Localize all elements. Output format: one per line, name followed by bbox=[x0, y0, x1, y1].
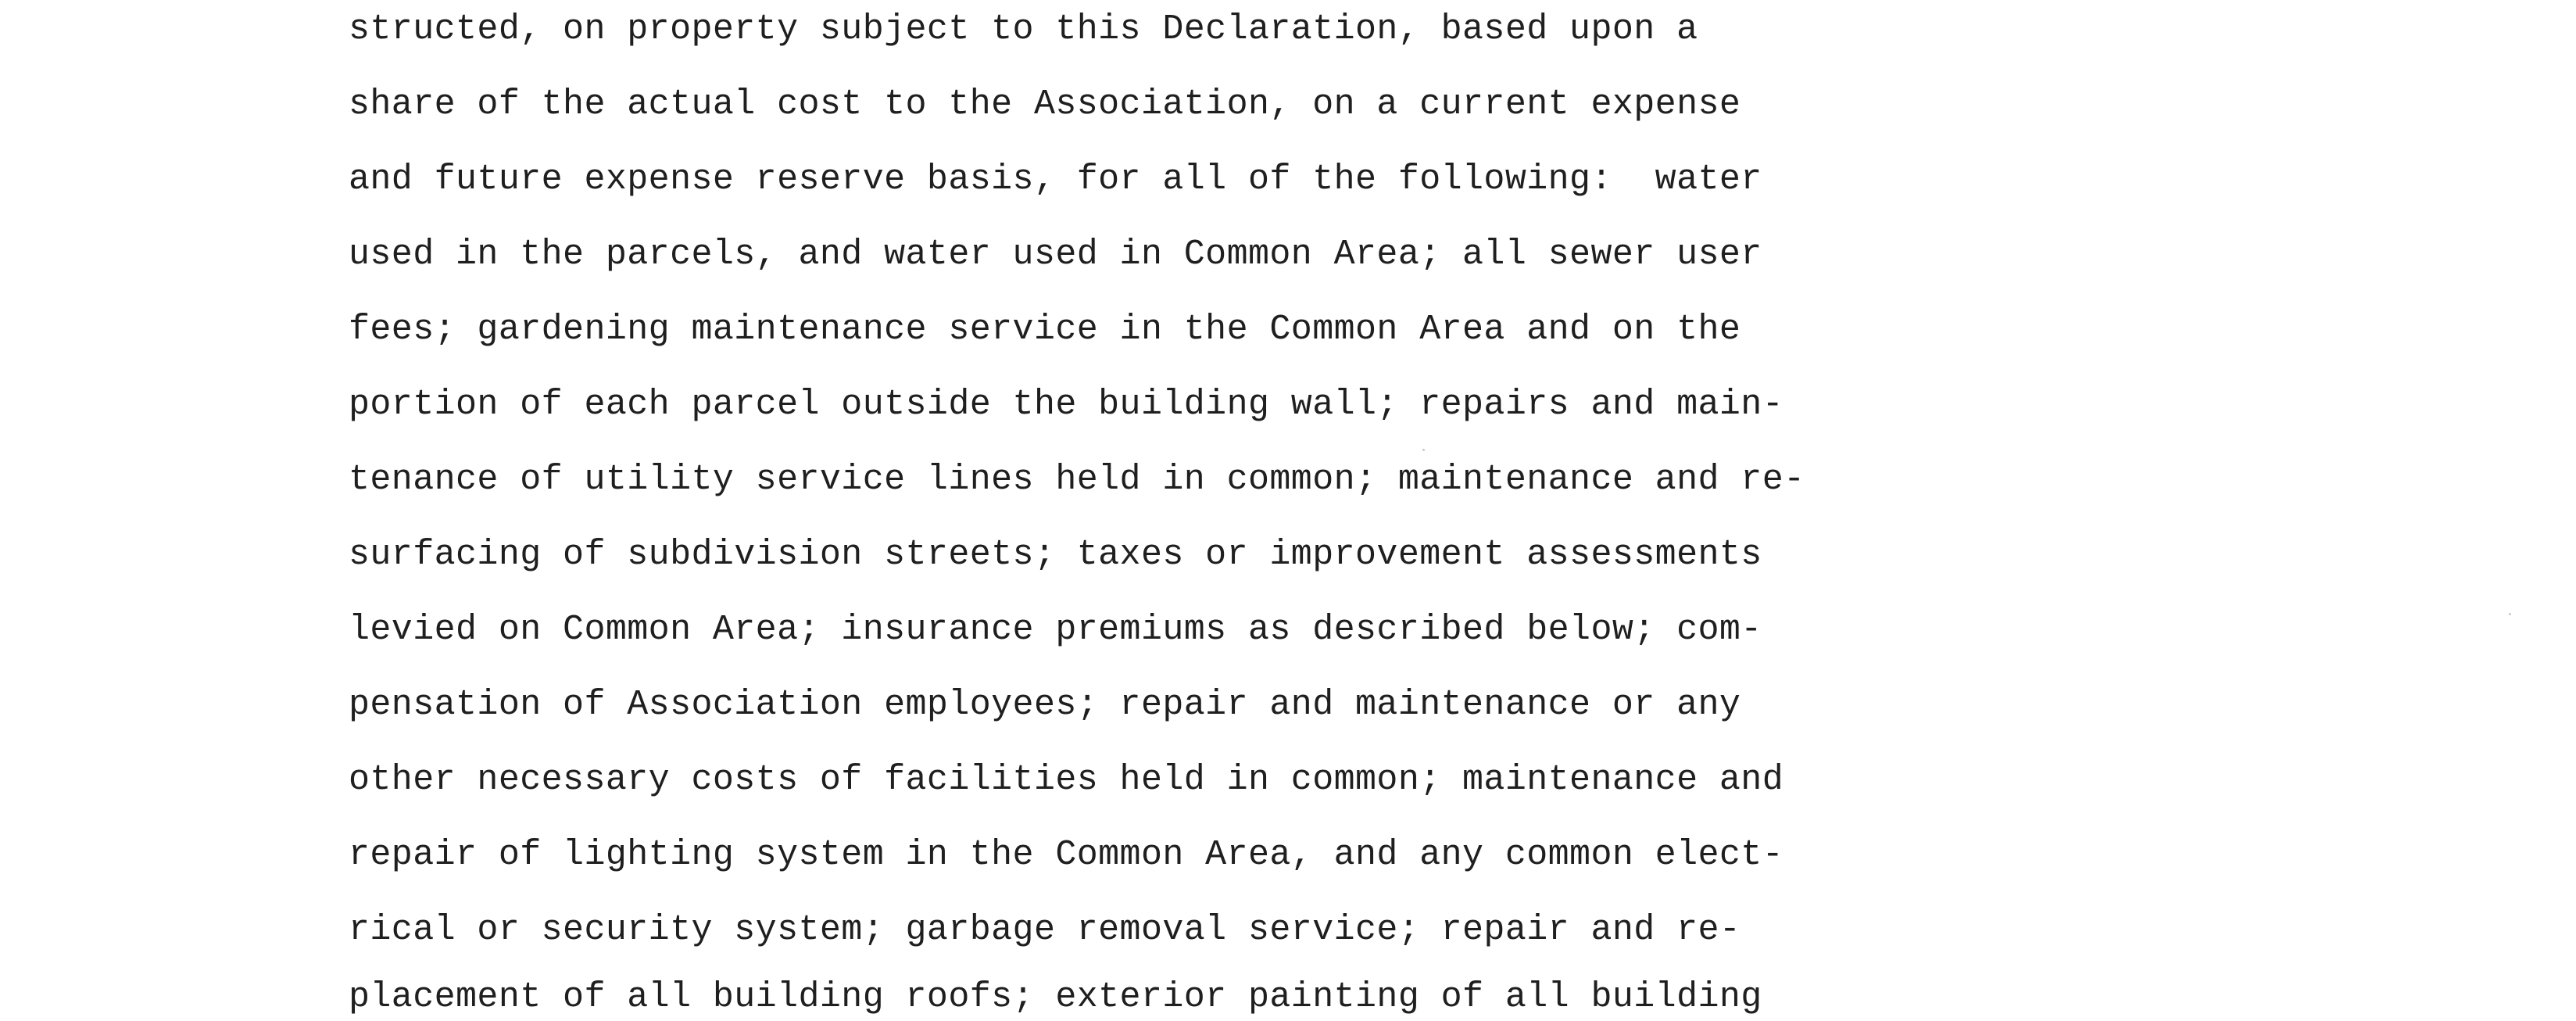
document-line: and future expense reserve basis, for all of the following: water bbox=[349, 159, 1762, 199]
document-line: other necessary costs of facilities held in common; maintenance and bbox=[349, 760, 1784, 800]
document-line: fees; gardening maintenance service in the Common Area and on the bbox=[349, 310, 1741, 349]
document-line: structed, on property subject to this Declaration, based upon a bbox=[349, 9, 1698, 49]
document-line: rical or security system; garbage removal service; repair and re- bbox=[349, 910, 1741, 950]
document-line: tenance of utility service lines held in common; maintenance and re- bbox=[349, 460, 1805, 500]
document-line: share of the actual cost to the Association, on a current expense bbox=[349, 84, 1741, 124]
document-line: levied on Common Area; insurance premiums as described below; com- bbox=[349, 610, 1762, 650]
scan-speck bbox=[1422, 449, 1425, 451]
document-line: placement of all building roofs; exterior painting of all building bbox=[349, 977, 1762, 1017]
document-line: pensation of Association employees; repair and maintenance or any bbox=[349, 685, 1741, 725]
document-line: portion of each parcel outside the building wall; repairs and main- bbox=[349, 385, 1784, 425]
document-line: surfacing of subdivision streets; taxes or improvement assessments bbox=[349, 535, 1762, 575]
document-line: used in the parcels, and water used in Common Area; all sewer user bbox=[349, 235, 1762, 274]
scan-speck bbox=[2509, 613, 2511, 615]
document-line: repair of lighting system in the Common Area, and any common elect- bbox=[349, 835, 1784, 875]
